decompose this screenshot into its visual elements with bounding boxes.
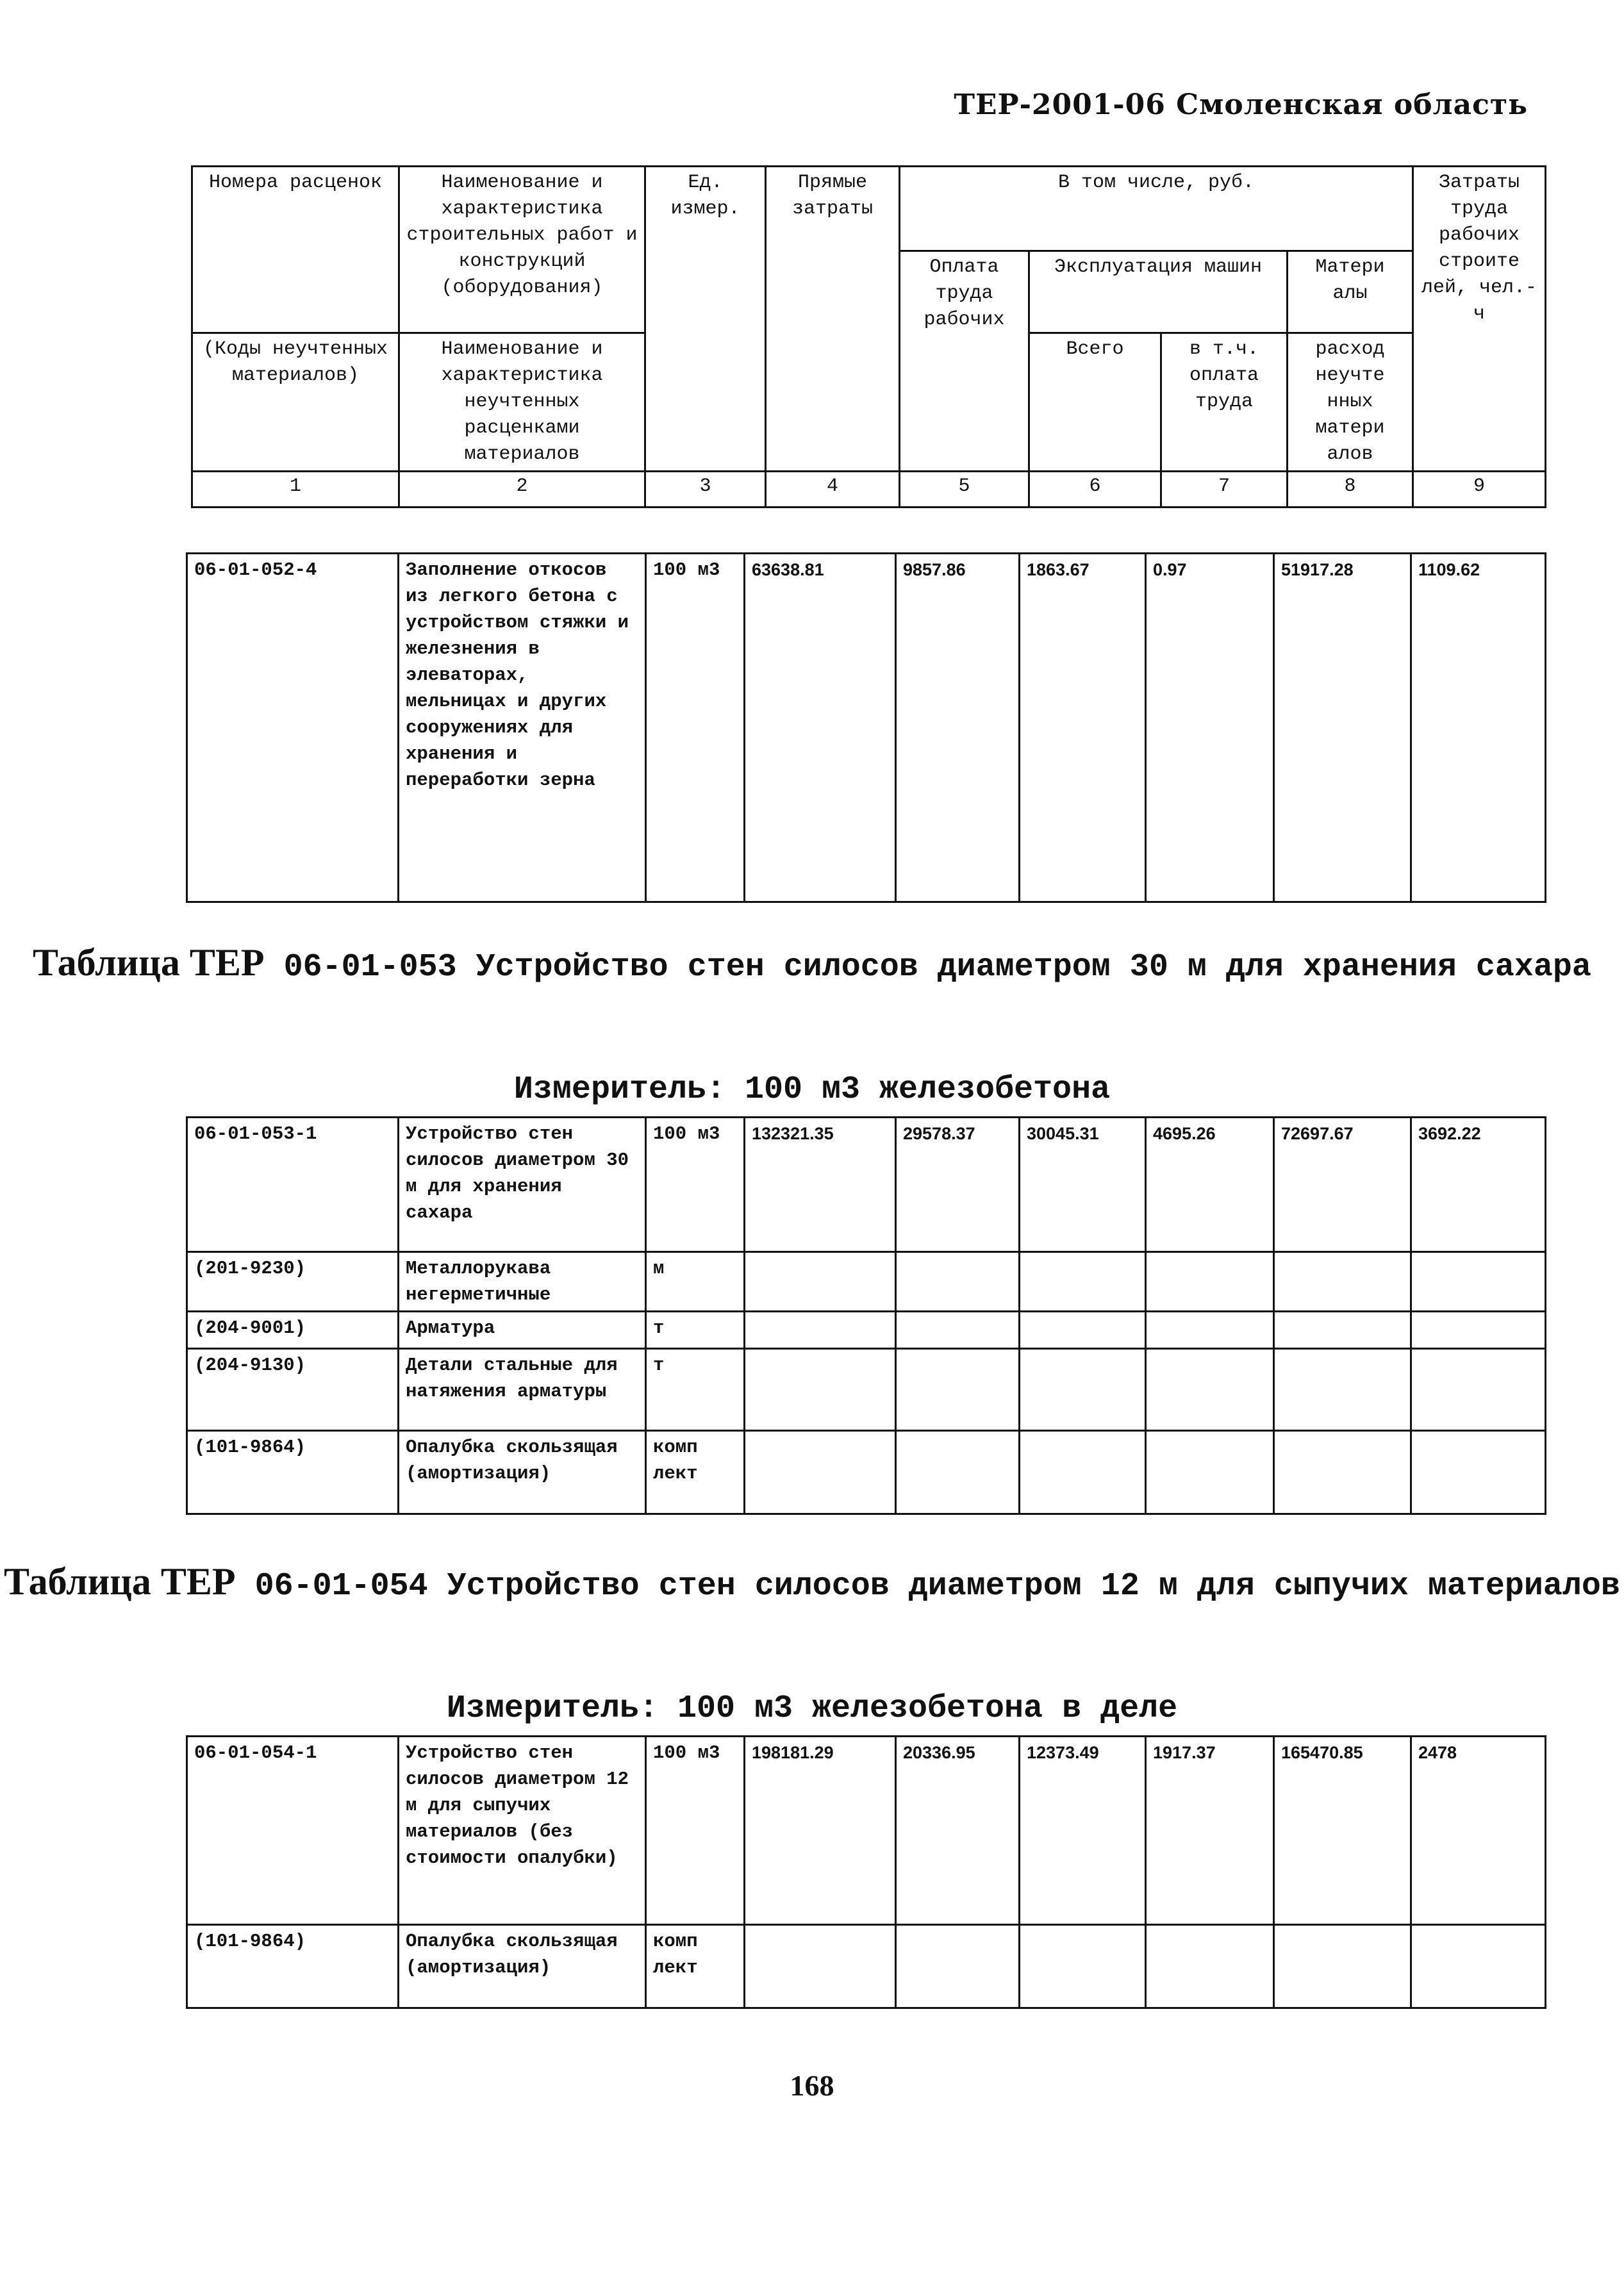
- col-header-machines: Эксплуатация машин: [1029, 251, 1288, 333]
- column-header-table: [191, 165, 1546, 508]
- material-name: Опалубка скользящая (амортизация): [399, 1925, 646, 2008]
- rate-mach: 30045.31: [1020, 1118, 1146, 1252]
- col-header-direct: Прямые затраты: [766, 167, 900, 472]
- col-header-materials-unaccounted: расход неучте нных матери алов: [1288, 333, 1413, 472]
- rate-materials: 165470.85: [1274, 1737, 1411, 1925]
- material-unit: т: [646, 1312, 745, 1349]
- rate-materials: 72697.67: [1274, 1118, 1411, 1252]
- section-title-text: 06-01-054 Устройство стен силосов диаметром 12 м для сыпучих материалов: [254, 1568, 1620, 1605]
- material-unit: комп лект: [646, 1925, 745, 2008]
- rate-direct: 132321.35: [745, 1118, 896, 1252]
- material-name: Опалубка скользящая (амортизация): [399, 1431, 646, 1514]
- rate-labor: 9857.86: [896, 554, 1020, 902]
- material-code: (101-9864): [187, 1925, 399, 2008]
- measure-053: Измеритель: 100 м3 железобетона: [513, 1071, 1111, 1108]
- rate-code: 06-01-052-4: [187, 554, 399, 902]
- col-number: 2: [399, 472, 645, 508]
- page-header-title: ТЕР-2001-06 Смоленская область: [954, 88, 1528, 121]
- table-row: [187, 1925, 1546, 2008]
- table-row: [187, 1252, 1546, 1312]
- col-header-materials: Матери алы: [1288, 251, 1413, 333]
- section-title-053: [0, 942, 1624, 988]
- material-unit: м: [646, 1252, 745, 1312]
- rate-direct: 198181.29: [745, 1737, 896, 1925]
- col-header-name: Наименование и характеристика строительных работ и конструкций (оборудования): [399, 167, 645, 333]
- rate-name: Заполнение откосов из легкого бетона с устройством стяжки и железнения в элеваторах, мельницах и других сооружениях для хранения и переработки зерна: [399, 554, 646, 902]
- col-header-group: В том числе, руб.: [900, 167, 1413, 251]
- col-header-mach-total: Всего: [1029, 333, 1161, 472]
- col-header-codes: Номера расценок: [192, 167, 399, 333]
- col-number: 4: [766, 472, 900, 508]
- rate-mach: 12373.49: [1020, 1737, 1146, 1925]
- material-code: (201-9230): [187, 1252, 399, 1312]
- table-row: [187, 1737, 1546, 1925]
- material-name: Металлорукава негерметичные: [399, 1252, 646, 1312]
- col-header-hours: Затраты труда рабочих строите лей, чел.-ч: [1413, 167, 1546, 472]
- material-unit: т: [646, 1349, 745, 1431]
- material-code: (204-9001): [187, 1312, 399, 1349]
- table-053: [186, 1116, 1546, 1515]
- rate-code: 06-01-054-1: [187, 1737, 399, 1925]
- table-row: [187, 1118, 1546, 1252]
- rate-name: Устройство стен силосов диаметром 30 м для хранения сахара: [399, 1118, 646, 1252]
- section-title-054: [0, 1561, 1624, 1607]
- page-number: 168: [790, 2069, 834, 2102]
- rate-labor: 29578.37: [896, 1118, 1020, 1252]
- table-row: [187, 1349, 1546, 1431]
- rate-hours: 1109.62: [1411, 554, 1546, 902]
- measure-054: Измеритель: 100 м3 железобетона в деле: [446, 1690, 1178, 1727]
- section-title-text: 06-01-053 Устройство стен силосов диаметром 30 м для хранения сахара: [283, 949, 1591, 986]
- col-number: 1: [192, 472, 399, 508]
- rate-hours: 2478: [1411, 1737, 1546, 1925]
- col-header-unit: Ед. измер.: [645, 167, 766, 472]
- section-title-prefix: Таблица ТЕР: [33, 941, 265, 984]
- material-code: (101-9864): [187, 1431, 399, 1514]
- rate-unit: 100 м3: [646, 554, 745, 902]
- rate-mach-labor: 0.97: [1146, 554, 1274, 902]
- col-number: 3: [645, 472, 766, 508]
- table-row: [187, 1431, 1546, 1514]
- material-unit: комп лект: [646, 1431, 745, 1514]
- rate-materials: 51917.28: [1274, 554, 1411, 902]
- col-header-codes-unaccounted: (Коды неучтенных материалов): [192, 333, 399, 472]
- rate-direct: 63638.81: [745, 554, 896, 902]
- material-name: Детали стальные для натяжения арматуры: [399, 1349, 646, 1431]
- table-054: [186, 1735, 1546, 2009]
- rate-name: Устройство стен силосов диаметром 12 м для сыпучих материалов (без стоимости опалубки): [399, 1737, 646, 1925]
- col-number: 9: [1413, 472, 1546, 508]
- rate-code: 06-01-053-1: [187, 1118, 399, 1252]
- material-name: Арматура: [399, 1312, 646, 1349]
- rate-hours: 3692.22: [1411, 1118, 1546, 1252]
- material-code: (204-9130): [187, 1349, 399, 1431]
- rate-unit: 100 м3: [646, 1737, 745, 1925]
- col-number: 8: [1288, 472, 1413, 508]
- col-number: 7: [1161, 472, 1288, 508]
- rate-mach-labor: 4695.26: [1146, 1118, 1274, 1252]
- rate-mach: 1863.67: [1020, 554, 1146, 902]
- table-row: [187, 1312, 1546, 1349]
- table-row: [187, 554, 1546, 902]
- section-title-prefix: Таблица ТЕР: [4, 1560, 236, 1603]
- col-header-name-unaccounted: Наименование и характеристика неучтенных расценками материалов: [399, 333, 645, 472]
- rate-labor: 20336.95: [896, 1737, 1020, 1925]
- col-header-mach-labor: в т.ч. оплата труда: [1161, 333, 1288, 472]
- col-number: 5: [900, 472, 1029, 508]
- rate-unit: 100 м3: [646, 1118, 745, 1252]
- col-header-labor: Оплата труда рабочих: [900, 251, 1029, 472]
- table-052: [186, 552, 1546, 903]
- rate-mach-labor: 1917.37: [1146, 1737, 1274, 1925]
- col-number: 6: [1029, 472, 1161, 508]
